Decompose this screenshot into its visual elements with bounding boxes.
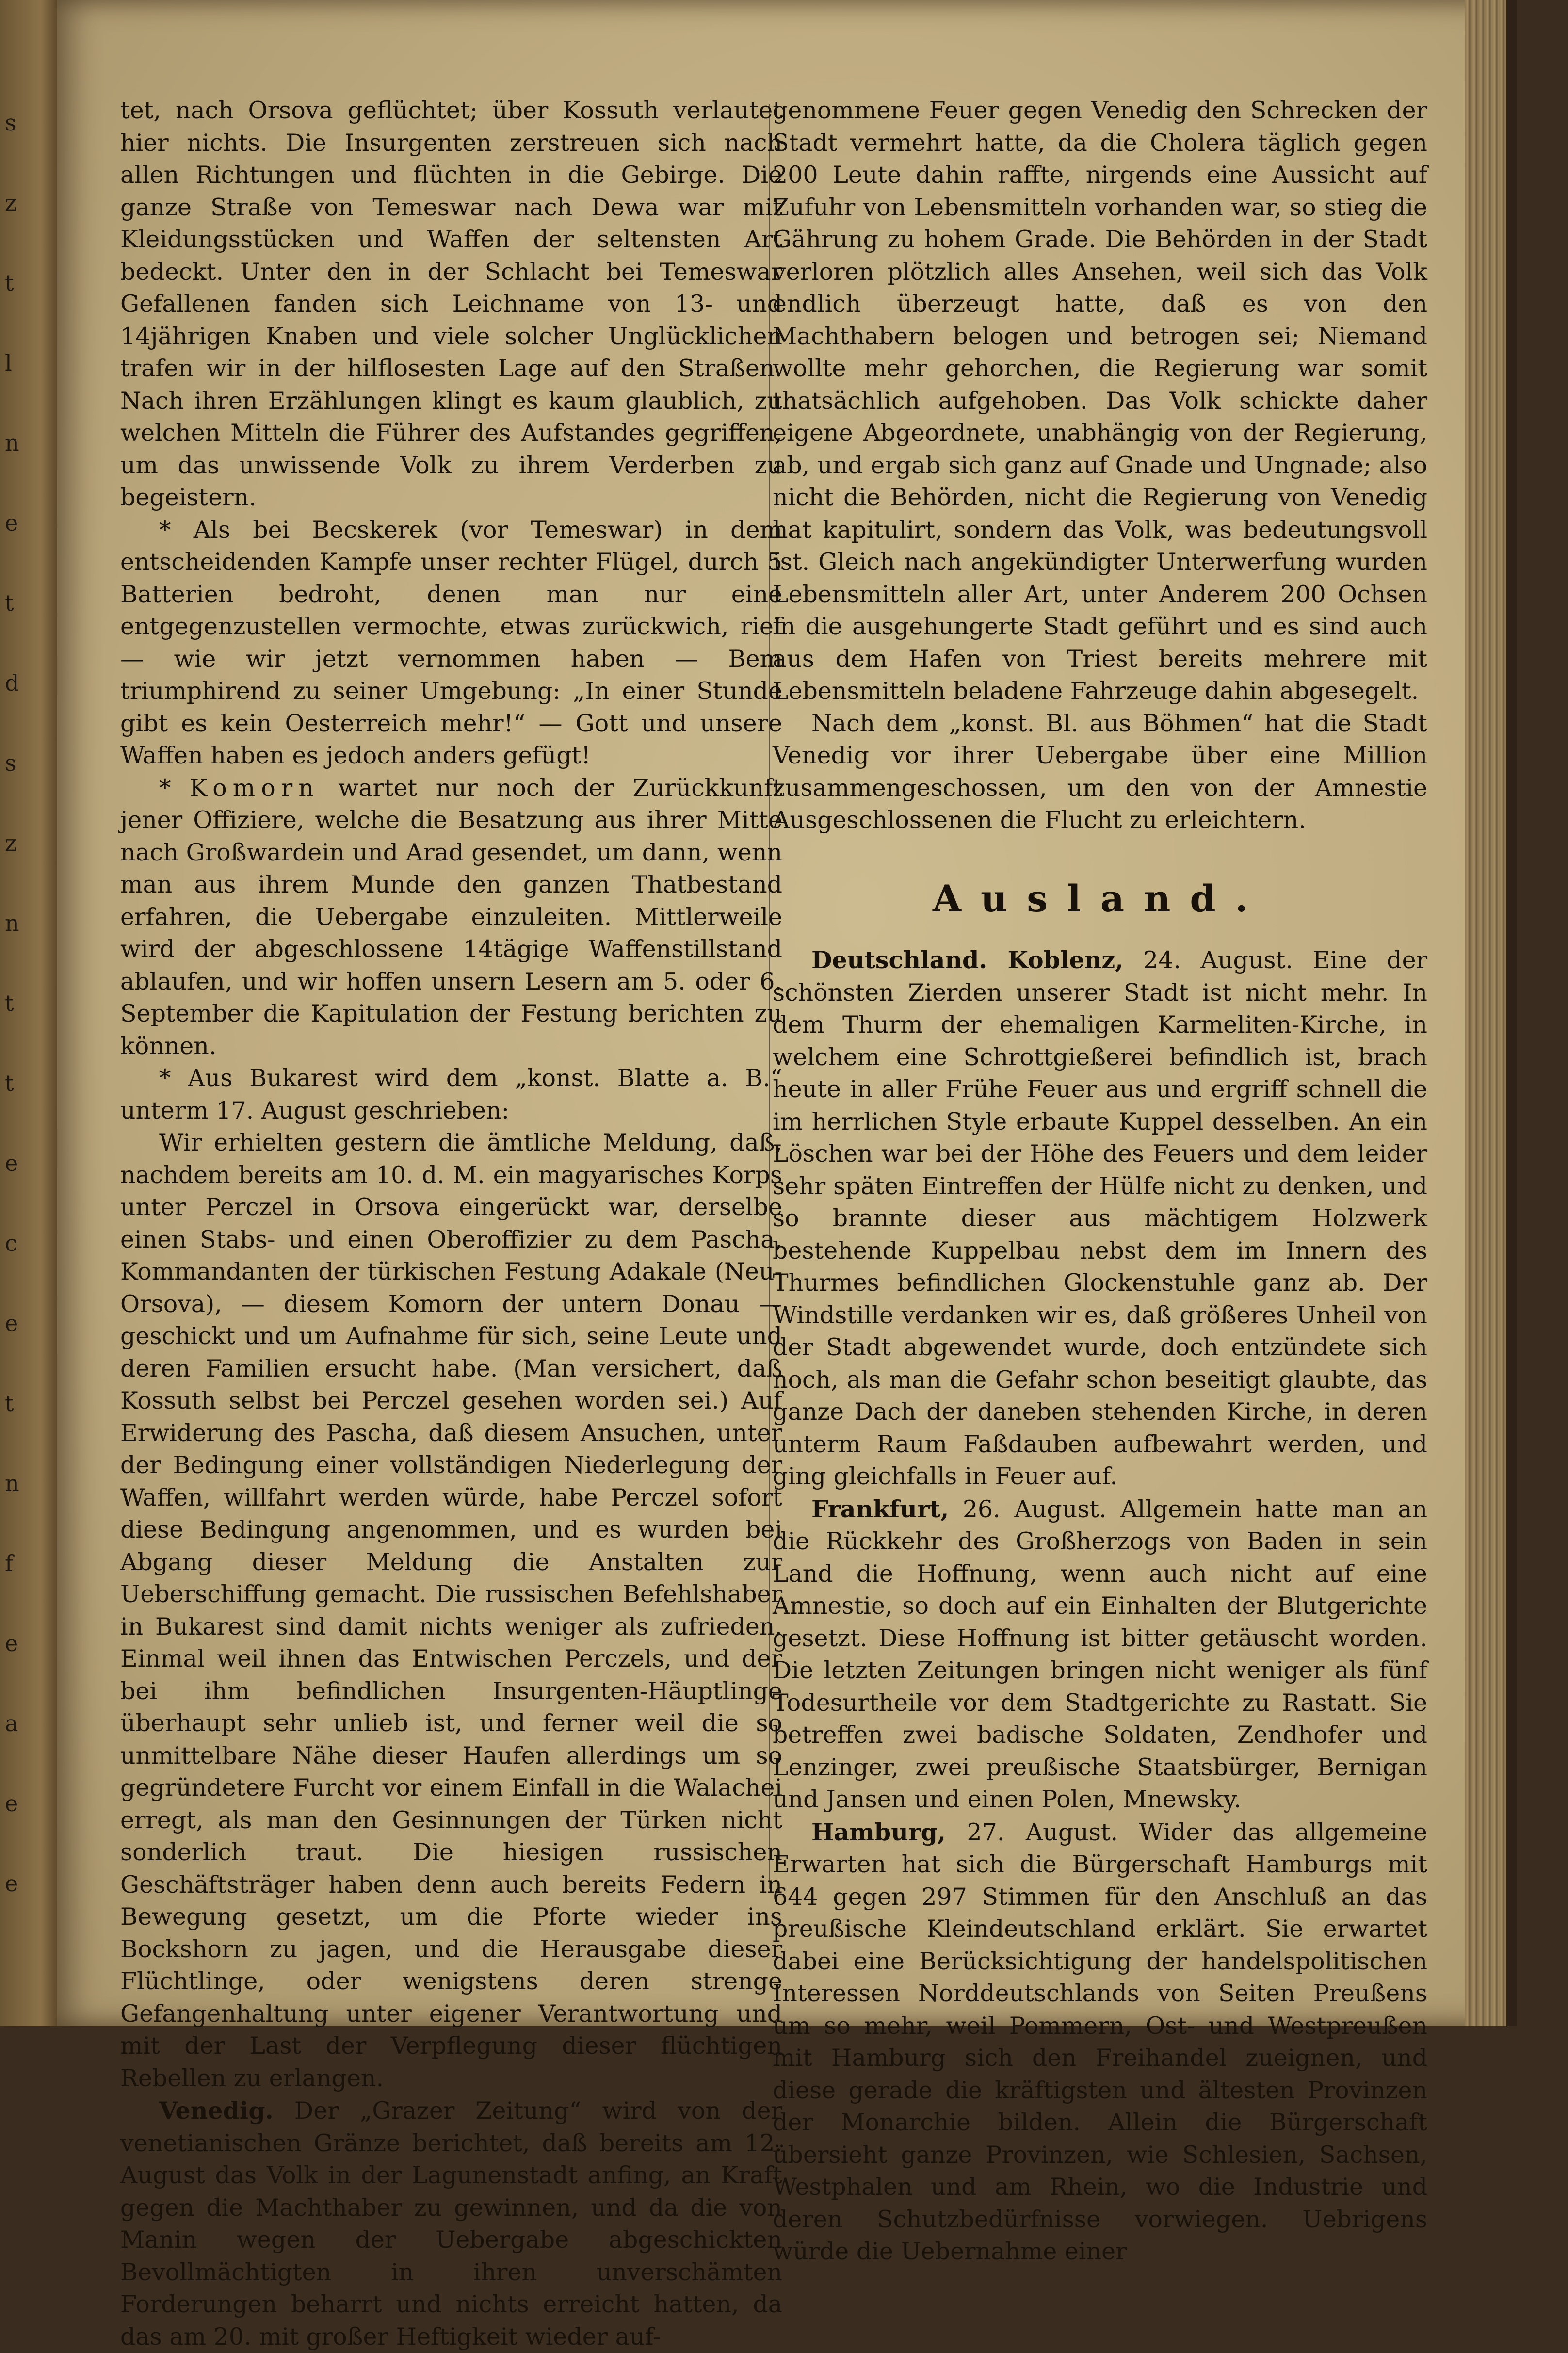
left-column <box>120 95 782 2353</box>
page-stack-shadow <box>1506 0 1517 2026</box>
previous-page-text-fragment: z <box>5 192 17 214</box>
article-paragraph <box>120 772 782 1063</box>
previous-page-text-fragment: e <box>5 512 18 534</box>
paragraph-body: wartet nur noch der Zurückkunft jener Offiziere, welche die Besatzung aus ihrer Mitte nach Großwardein und Arad gesendet, um dann, wenn man aus ihrem Munde den ganzen Thatbestand erfahren, die Uebergabe einzuleiten. Mittlerweile wird der abgeschlossene 14tägige Waffenstillstand ablaufen, und wir hoffen unsern Lesern am 5. oder 6. September die Kapitulation der Festung berichten zu können. <box>120 774 782 1060</box>
previous-page-text-fragment: e <box>5 1312 18 1334</box>
previous-page-text-fragment: e <box>5 1872 18 1895</box>
previous-page-text-fragment: n <box>5 432 19 454</box>
article-paragraph: genommene Feuer gegen Venedig den Schrecken der Stadt vermehrt hatte, da die Cholera täglich gegen 200 Leute dahin raffte, nirgends eine Aussicht auf Zufuhr von Lebensmitteln vorhanden war, so stieg die Gährung zu hohem Grade. Die Behörden in der Stadt verloren plötzlich alles Ansehen, weil sich das Volk endlich überzeugt hatte, daß es von den Machthabern belogen und betrogen sei; Niemand wollte mehr gehorchen, die Regierung war somit thatsächlich aufgehoben. Das Volk schickte daher eigene Abgeordnete, unabhängig von der Regierung, ab, und ergab sich ganz auf Gnade und Ungnade; also nicht die Behörden, nicht die Regierung von Venedig hat kapitulirt, sondern das Volk, was bedeutungsvoll ist. Gleich nach angekündigter Unterwerfung wurden Lebensmitteln aller Art, unter Anderem 200 Ochsen in die ausgehungerte Stadt geführt und es sind auch aus dem Hafen von Triest bereits mehrere mit Lebensmitteln beladene Fahrzeuge dahin abgesegelt. <box>773 97 1427 705</box>
paragraph-body: Der „Grazer Zeitung“ wird von der venetianischen Gränze berichtet, daß bereits am 12. August das Volk in der Lagunenstadt anfing, an Kraft gegen die Machthaber zu gewinnen, und da die von Manin wegen der Uebergabe abgeschickten Bevollmächtigten in ihren unverschämten Forderungen beharrt und nichts erreicht hatten, da das am 20. mit großer Heftigkeit wieder auf- <box>120 2097 782 2351</box>
previous-page-text-fragment: t <box>5 992 14 1014</box>
previous-page-text-fragment: t <box>5 1072 14 1094</box>
dateline: Venedig. <box>159 2096 274 2125</box>
previous-page-text-fragment: s <box>5 112 16 134</box>
previous-page-text-fragment: n <box>5 912 19 934</box>
right-column <box>773 95 1427 2268</box>
previous-page-text-fragment: s <box>5 752 16 774</box>
article-paragraph: * Als bei Becskerek (vor Temeswar) in dem entscheidenden Kampfe unser rechter Flügel, durch 5 Batterien bedroht, denen man nur eine entgegenzustellen vermochte, etwas zurückwich, rief — wie wir jetzt vernommen haben — Bem triumphirend zu seiner Umgebung: „In einer Stunde gibt es kein Oesterreich mehr!“ — Gott und unsere Waffen haben es jedoch anders gefügt! <box>120 516 782 769</box>
paragraph-body: 24. August. Eine der schönsten Zierden unserer Stadt ist nicht mehr. In dem Thurm der ehemaligen Karmeliten-Kirche, in welchem eine Schrottgießerei befindlich ist, brach heute in aller Frühe Feuer aus und ergriff schnell die im herrlichen Style erbaute Kuppel desselben. An ein Löschen war bei der Höhe des Feuers und dem leider sehr späten Eintreffen der Hülfe nicht zu denken, und so brannte dieser aus mächtigem Holzwerk bestehende Kuppelbau nebst dem im Innern des Thurmes befindlichen Glockenstuhle ganz ab. Der Windstille verdanken wir es, daß größeres Unheil von der Stadt abgewendet wurde, doch entzündete sich noch, als man die Gefahr schon beseitigt glaubte, das ganze Dach der daneben stehenden Kirche, in deren unterm Raum Faßdauben aufbewahrt werden, und ging gleichfalls in Feuer auf. <box>773 946 1427 1490</box>
article-paragraph: Wir erhielten gestern die ämtliche Meldung, daß, nachdem bereits am 10. d. M. ein magyarisches Korps unter Perczel in Orsova eingerückt war, derselbe einen Stabs- und einen Oberoffizier zu dem Pascha, Kommandanten der türkischen Festung Adakale (Neu-Orsova), — diesem Komorn der untern Donau — geschickt und um Aufnahme für sich, seine Leute und deren Familien ersucht habe. (Man versichert, daß Kossuth selbst bei Perczel gesehen worden sei.) Auf Erwiderung des Pascha, daß diesem Ansuchen, unter der Bedingung einer vollständigen Niederlegung der Waffen, willfahrt werden würde, habe Perczel sofort diese Bedingung angenommen, und es wurden bei Abgang dieser Meldung die Anstalten zur Ueberschiffung gemacht. Die russischen Befehlshaber in Bukarest sind damit nichts weniger als zufrieden. Einmal weil ihnen das Entwischen Perczels, und der bei ihm befindlichen Insurgenten-Häuptlinge überhaupt sehr unlieb ist, und ferner weil die so unmittelbare Nähe dieser Haufen allerdings um so gegründetere Furcht vor einem Einfall in die Walachei erregt, als man den Gesinnungen der Türken nicht sonderlich traut. Die hiesigen russischen Geschäftsträger haben denn auch bereits Federn in Bewegung gesetzt, um die Pforte wieder ins Bockshorn zu jagen, und die Herausgabe dieser Flüchtlinge, oder wenigstens deren strenge Gefangenhaltung unter eigener Verantwortung und mit der Last der Verpflegung dieser flüchtigen Rebellen zu erlangen. <box>120 1129 782 2092</box>
previous-page-edge <box>0 0 58 2026</box>
previous-page-text-fragment: a <box>5 1712 18 1735</box>
previous-page-text-fragment: t <box>5 592 14 614</box>
paragraph-body: 27. August. Wider das allgemeine Erwarten hat sich die Bürgerschaft Hamburgs mit 644 gegen 297 Stimmen für den Anschluß an das preußische Kleindeutschland erklärt. Sie erwartet dabei eine Berücksichtigung der handelspolitischen Interessen Norddeutschlands von Seiten Preußens um so mehr, weil Pommern, Ost- und Westpreußen mit Hamburg sich den Freihandel zueignen, und diese gerade die kräftigsten und ältesten Provinzen der Monarchie bilden. Allein die Bürgerschaft übersieht ganze Provinzen, wie Schlesien, Sachsen, Westphalen und am Rhein, wo die Industrie und deren Schutzbedürfnisse vorwiegen. Uebrigens würde die Uebernahme einer <box>773 1818 1427 2265</box>
previous-page-text-fragment: f <box>5 1552 14 1574</box>
article-paragraph <box>120 2094 782 2353</box>
article-paragraph: Nach dem „konst. Bl. aus Böhmen“ hat die Stadt Venedig vor ihrer Uebergabe über eine Million zusammengeschossen, um den von der Amnestie Ausgeschlossenen die Flucht zu erleichtern. <box>773 709 1427 834</box>
article-paragraph <box>773 944 1427 1493</box>
dateline: Hamburg, <box>811 1817 946 1846</box>
previous-page-text-fragment: e <box>5 1152 18 1174</box>
previous-page-text-fragment: t <box>5 1392 14 1414</box>
paragraph-body: 26. August. Allgemein hatte man an die Rückkehr des Großherzogs von Baden in sein Land die Hoffnung, wenn auch nicht auf eine Amnestie, so doch auf ein Einhalten der Blutgerichte gesetzt. Diese Hoffnung ist bitter getäuscht worden. Die letzten Zeitungen bringen nicht weniger als fünf Todesurtheile vor dem Stadtgerichte zu Rastatt. Sie betreffen zwei badische Soldaten, Zendhofer und Lenzinger, zwei preußische Staatsbürger, Bernigan und Jansen und einen Polen, Mnewsky. <box>773 1495 1427 1813</box>
previous-page-text-fragment: c <box>5 1232 17 1254</box>
previous-page-text-fragment: n <box>5 1472 19 1494</box>
previous-page-text-fragment: z <box>5 832 17 854</box>
article-paragraph <box>773 1816 1427 2268</box>
previous-page-text-fragment: l <box>5 352 12 374</box>
previous-page-text-fragment: e <box>5 1632 18 1655</box>
article-paragraph: tet, nach Orsova geflüchtet; über Kossuth verlautet hier nichts. Die Insurgenten zerstreuen sich nach allen Richtungen und flüchten in die Gebirge. Die ganze Straße von Temeswar nach Dewa war mit Kleidungsstücken und Waffen der seltensten Art bedeckt. Unter den in der Schlacht bei Temeswar Gefallenen fanden sich Leichname von 13- und 14jährigen Knaben und viele solcher Unglücklichen trafen wir in der hilflosesten Lage auf den Straßen. Nach ihren Erzählungen klingt es kaum glaublich, zu welchen Mitteln die Führer des Aufstandes gegriffen, um das unwissende Volk zu ihrem Verderben zu begeistern. <box>120 97 782 511</box>
article-paragraph <box>773 1493 1427 1816</box>
dateline: Deutschland. Koblenz, <box>811 946 1124 974</box>
section-heading: Ausland. <box>933 876 1267 920</box>
paragraph-marker: * <box>159 774 190 802</box>
previous-page-text-fragment: d <box>5 672 19 694</box>
place-name: Komorn <box>190 774 320 802</box>
article-paragraph: * Aus Bukarest wird dem „konst. Blatte a. B.“ unterm 17. August geschrieben: <box>120 1064 782 1124</box>
dateline: Frankfurt, <box>811 1494 949 1523</box>
previous-page-text-fragment: e <box>5 1792 18 1815</box>
previous-page-text-fragment: t <box>5 272 14 294</box>
